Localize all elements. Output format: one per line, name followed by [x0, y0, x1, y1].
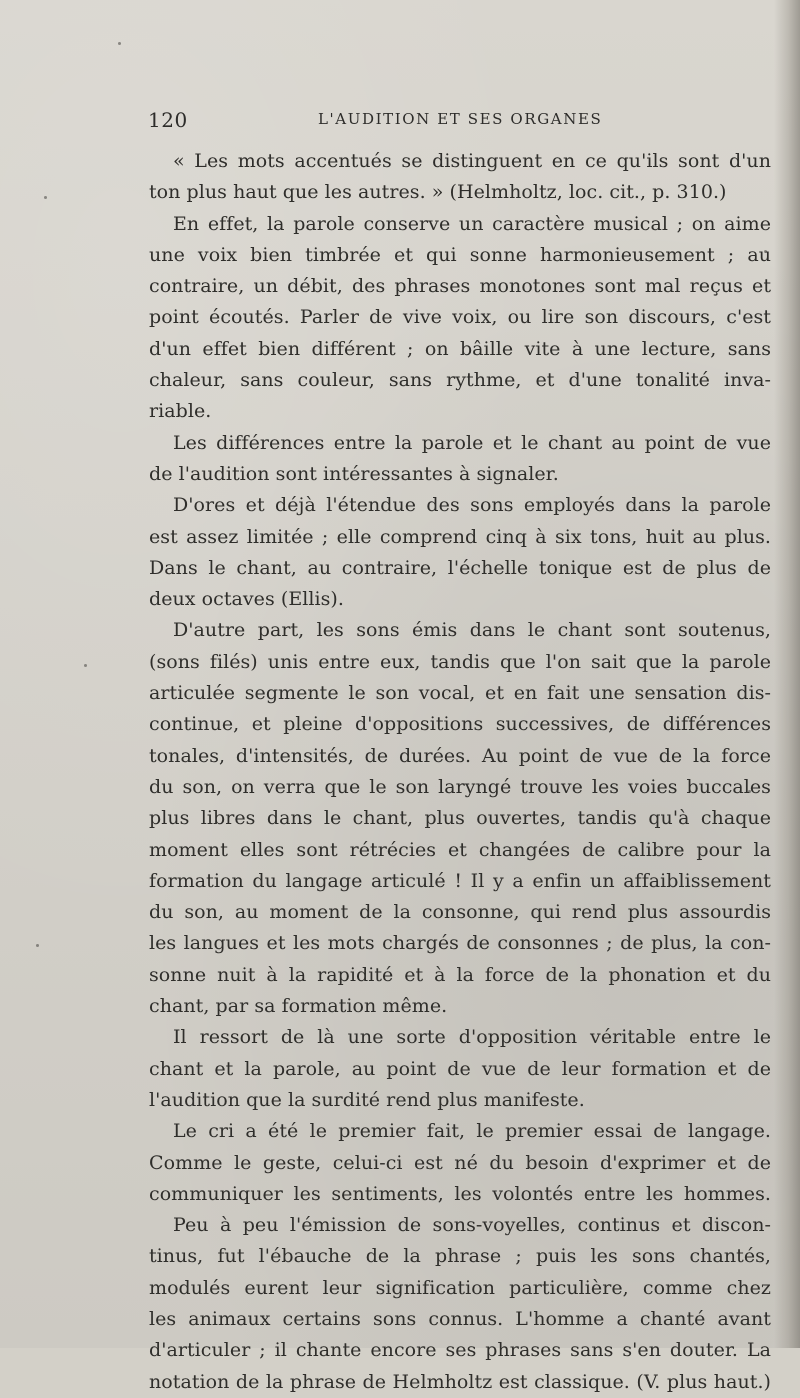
- text-line: deux octaves (Ellis).: [149, 588, 344, 611]
- text-line: chant et la parole, au point de vue de leur formation et de: [149, 1057, 771, 1080]
- page-edge-shadow: [774, 0, 800, 1348]
- text-line: notation de la phrase de Helmholtz est classique. (V. plus haut.): [149, 1370, 771, 1393]
- body-text: [149, 146, 771, 1398]
- text-line: modulés eurent leur signification particulière, comme chez: [149, 1276, 771, 1299]
- text-line: Comme le geste, celui-ci est né du besoin d'exprimer et de: [149, 1151, 771, 1174]
- text-line: est assez limitée ; elle comprend cinq à six tons, huit au plus.: [149, 525, 771, 548]
- text-line: les animaux certains sons connus. L'homme a chanté avant: [149, 1307, 771, 1330]
- text-line: riable.: [149, 400, 212, 423]
- text-line: contraire, un débit, des phrases monotones sont mal reçus et: [149, 275, 771, 298]
- text-line: D'ores et déjà l'étendue des sons employés dans la parole: [173, 494, 771, 517]
- text-line: tinus, fut l'ébauche de la phrase ; puis les sons chantés,: [149, 1245, 771, 1268]
- text-line: Peu à peu l'émission de sons-voyelles, continus et discon-: [173, 1214, 771, 1237]
- text-line: point écoutés. Parler de vive voix, ou lire son discours, c'est: [149, 306, 771, 329]
- text-line: une voix bien timbrée et qui sonne harmonieusement ; au: [149, 243, 771, 266]
- text-line: En effet, la parole conserve un caractère musical ; on aime: [173, 212, 771, 235]
- text-line: plus libres dans le chant, plus ouvertes, tandis qu'à chaque: [149, 807, 771, 830]
- paper-speck: [36, 944, 39, 947]
- text-line: Le cri a été le premier fait, le premier essai de langage.: [173, 1120, 771, 1143]
- text-line: de l'audition sont intéressantes à signaler.: [149, 462, 559, 485]
- page-number: 120: [148, 108, 188, 132]
- text-line: « Les mots accentués se distinguent en ce qu'ils sont d'un: [173, 150, 771, 172]
- text-line: communiquer les sentiments, les volontés entre les hommes.: [149, 1182, 771, 1205]
- text-line: articulée segmente le son vocal, et en fait une sensation dis-: [149, 682, 771, 705]
- text-line: tonales, d'intensités, de durées. Au point de vue de la force: [149, 744, 771, 767]
- text-line: ton plus haut que les autres. » (Helmholtz, loc. cit., p. 310.): [149, 181, 727, 204]
- text-line: d'articuler ; il chante encore ses phrases sans s'en douter. La: [149, 1339, 771, 1362]
- text-line: formation du langage articulé ! Il y a enfin un affaiblissement: [149, 869, 771, 892]
- text-line: du son, au moment de la consonne, qui rend plus assourdis: [149, 901, 771, 924]
- paper-speck: [84, 664, 87, 667]
- text-line: Il ressort de là une sorte d'opposition véritable entre le: [173, 1026, 771, 1049]
- text-line: d'un effet bien différent ; on bâille vite à une lecture, sans: [149, 337, 771, 360]
- paper-speck: [118, 42, 121, 45]
- text-line: (sons filés) unis entre eux, tandis que l'on sait que la parole: [149, 650, 771, 673]
- text-line: D'autre part, les sons émis dans le chant sont soutenus,: [173, 619, 771, 642]
- paper-speck: [44, 196, 47, 199]
- text-line: continue, et pleine d'oppositions successives, de différences: [149, 713, 771, 736]
- text-line: chaleur, sans couleur, sans rythme, et d'une tonalité inva-: [149, 369, 771, 392]
- text-line: l'audition que la surdité rend plus manifeste.: [149, 1088, 585, 1111]
- text-line: sonne nuit à la rapidité et à la force de la phonation et du: [149, 963, 771, 986]
- text-line: moment elles sont rétrécies et changées de calibre pour la: [149, 838, 771, 861]
- text-line: du son, on verra que le son laryngé trouve les voies buccales: [149, 775, 771, 798]
- text-line: Les différences entre la parole et le chant au point de vue: [173, 431, 771, 454]
- running-head: L'AUDITION ET SES ORGANES: [318, 110, 603, 128]
- text-line: chant, par sa formation même.: [149, 995, 448, 1018]
- page-header: [148, 108, 728, 138]
- text-line: Dans le chant, au contraire, l'échelle tonique est de plus de: [149, 556, 771, 579]
- text-line: les langues et les mots chargés de consonnes ; de plus, la con-: [149, 932, 771, 955]
